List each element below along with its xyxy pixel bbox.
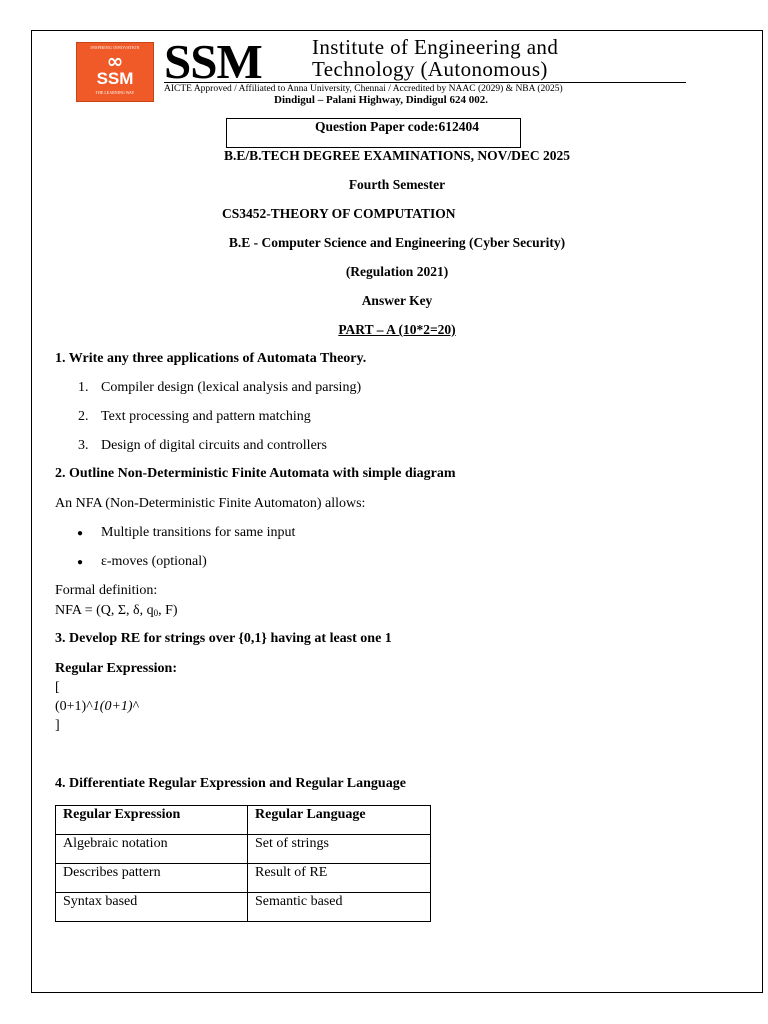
- question-1: 1. Write any three applications of Automata Theory.: [55, 351, 367, 366]
- header-divider: [164, 82, 686, 83]
- branch: B.E - Computer Science and Engineering (Cyber Security): [228, 235, 566, 250]
- institution-logo: INSPIRING INNOVATION ∞ SSM THE LEARNING WAY: [76, 42, 154, 102]
- list-item: Multiple transitions for same input: [101, 525, 296, 540]
- table-row: Algebraic notation Set of strings: [56, 835, 431, 864]
- semester: Fourth Semester: [348, 177, 446, 192]
- regular-expression: (0+1)^1(0+1)^: [55, 699, 140, 714]
- formal-definition: NFA = (Q, Σ, δ, $q_0$, F): [55, 603, 178, 618]
- table-row: Describes pattern Result of RE: [56, 864, 431, 893]
- approval-line: AICTE Approved / Affiliated to Anna University, Chennai / Accredited by NAAC (2029) & NBA (2025): [164, 84, 563, 94]
- nfa-intro: An NFA (Non-Deterministic Finite Automaton) allows:: [55, 496, 366, 511]
- re-label: Regular Expression:: [55, 661, 177, 676]
- infinity-icon: ∞: [106, 49, 124, 73]
- course-title: CS3452-THEORY OF COMPUTATION: [222, 206, 456, 221]
- comparison-table: [55, 805, 431, 922]
- bullet-icon: ●: [77, 557, 84, 568]
- table-header-row: Regular Expression Regular Language: [56, 806, 431, 835]
- question-4: 4. Differentiate Regular Expression and Regular Language: [55, 776, 406, 791]
- list-item: Design of digital circuits and controllers: [101, 438, 327, 453]
- part-heading: PART – A (10*2=20): [338, 322, 456, 337]
- list-item: Compiler design (lexical analysis and parsing): [101, 380, 362, 395]
- brand-name: SSM: [164, 34, 262, 89]
- address-line: Dindigul – Palani Highway, Dindigul 624 002.: [274, 94, 488, 106]
- list-item: Text processing and pattern matching: [101, 409, 311, 424]
- regulation: (Regulation 2021): [345, 264, 449, 279]
- degree-title: B.E/B.TECH DEGREE EXAMINATIONS, NOV/DEC 2025: [224, 148, 570, 163]
- bullet-icon: ●: [77, 528, 84, 539]
- question-2: 2. Outline Non-Deterministic Finite Automata with simple diagram: [55, 466, 456, 481]
- question-3: 3. Develop RE for strings over {0,1} having at least one 1: [55, 631, 392, 646]
- formal-definition-label: Formal definition:: [55, 583, 158, 598]
- institute-name: Institute of Engineering and Technology (Autonomous): [312, 35, 559, 81]
- list-item: ε-moves (optional): [101, 554, 207, 569]
- question-paper-code: Question Paper code:612404: [315, 119, 479, 134]
- table-row: Syntax based Semantic based: [56, 893, 431, 922]
- doc-type: Answer Key: [361, 293, 433, 308]
